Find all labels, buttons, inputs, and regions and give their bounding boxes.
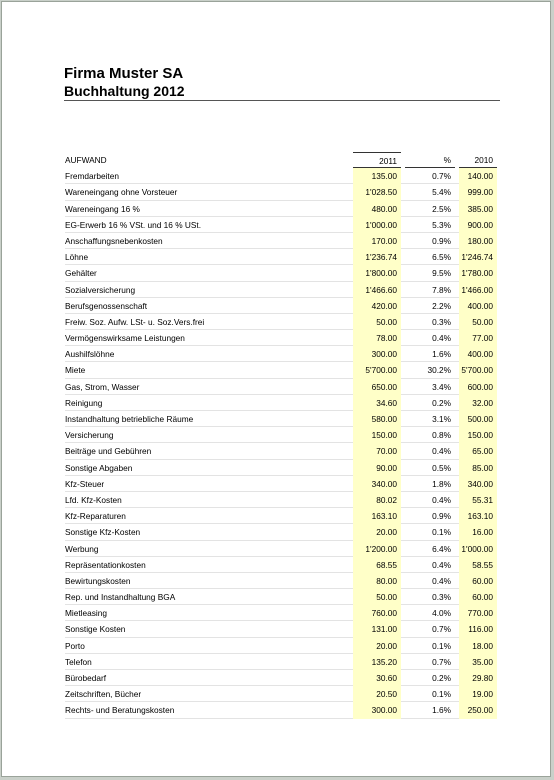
table-row [65,524,497,540]
table-row [65,638,497,654]
report-subtitle: Buchhaltung 2012 [64,83,185,99]
value-2010: 58.55 [459,557,497,573]
table-row [65,298,497,314]
table-row [65,395,497,411]
value-2011: 30.60 [353,670,401,686]
value-2011: 78.00 [353,330,401,346]
table-row [65,557,497,573]
value-2010: 999.00 [459,184,497,200]
column-header-percent: % [405,152,455,168]
value-2010: 180.00 [459,233,497,249]
value-2010: 1'246.74 [459,249,497,265]
table-row [65,492,497,508]
value-2010: 29.80 [459,670,497,686]
value-2010: 340.00 [459,476,497,492]
value-2011: 1'466.60 [353,282,401,298]
value-percent: 5.4% [432,187,451,198]
table-row [65,605,497,621]
value-2011: 80.00 [353,573,401,589]
table-header [65,152,497,168]
value-2010: 140.00 [459,168,497,184]
value-percent: 3.1% [432,414,451,424]
value-2010: 600.00 [459,379,497,395]
value-2010: 385.00 [459,201,497,217]
row-label: Sonstige Kosten [65,624,126,635]
value-2011: 650.00 [353,379,401,395]
value-2010: 1'780.00 [459,265,497,281]
row-label: Wareneingang 16 % [65,203,140,214]
value-2010: 163.10 [459,508,497,524]
value-percent: 0.4% [432,446,451,457]
table-row [65,654,497,670]
row-label: Zeitschriften, Bücher [65,689,142,700]
value-2011: 1'028.50 [353,184,401,200]
value-2010: 1'466.00 [459,282,497,298]
value-2011: 300.00 [353,702,401,718]
value-2010: 16.00 [459,524,497,540]
row-label: Beiträge und Gebühren [65,446,152,457]
row-label: Miete [65,365,86,376]
table-row [65,573,497,589]
row-label: Wareneingang ohne Vorsteuer [65,187,178,198]
column-header-2010: 2010 [459,152,497,168]
table-row [65,476,497,492]
value-2010: 116.00 [459,621,497,637]
value-2010: 18.00 [459,638,497,654]
company-name: Firma Muster SA [64,65,184,82]
row-label: Anschaffungsnebenkosten [65,235,163,246]
value-2011: 5'700.00 [353,362,401,378]
value-percent: 0.7% [432,624,451,635]
value-percent: 0.2% [432,673,451,683]
value-2010: 150.00 [459,427,497,443]
row-label: EG-Erwerb 16 % VSt. und 16 % USt. [65,219,202,230]
row-label: Sonstige Abgaben [65,462,133,473]
table-body [65,168,497,718]
table-row [65,282,497,298]
table-row [65,168,497,184]
row-label: Sonstige Kfz-Kosten [65,527,141,538]
value-2011: 1'000.00 [353,217,401,233]
value-2010: 77.00 [459,330,497,346]
value-2011: 50.00 [353,589,401,605]
expense-table [65,152,497,719]
table-row [65,411,497,427]
value-2010: 500.00 [459,411,497,427]
value-percent: 0.4% [432,494,451,505]
row-label: Werbung [65,543,99,554]
table-row [65,314,497,330]
value-2010: 32.00 [459,395,497,411]
table-row [65,233,497,249]
value-percent: 0.3% [432,316,451,327]
row-label: Rep. und Instandhaltung BGA [65,592,176,603]
value-percent: 6.4% [432,543,451,554]
value-2011: 34.60 [353,395,401,411]
value-2010: 1'000.00 [459,541,497,557]
table-row [65,201,497,217]
value-2011: 1'800.00 [353,265,401,281]
value-percent: 2.2% [432,300,451,311]
value-2010: 400.00 [459,346,497,362]
column-header-2011: 2011 [353,152,401,168]
row-label: Aushilfslöhne [65,349,115,360]
value-2011: 1'236.74 [353,249,401,265]
value-percent: 1.6% [432,705,451,716]
row-label: Lfd. Kfz-Kosten [65,494,122,505]
value-2011: 131.00 [353,621,401,637]
value-percent: 0.9% [432,511,451,522]
value-2011: 68.55 [353,557,401,573]
value-percent: 0.4% [432,333,451,344]
report-page [1,1,551,777]
table-row [65,217,497,233]
value-percent: 7.8% [432,284,451,295]
value-percent: 0.4% [432,559,451,570]
table-row [65,443,497,459]
row-label: Löhne [65,252,89,263]
value-2010: 60.00 [459,573,497,589]
table-row [65,427,497,443]
value-percent: 0.5% [432,462,451,473]
value-percent: 3.4% [432,381,451,392]
row-label: Gas, Strom, Wasser [65,381,140,392]
value-percent: 1.8% [432,478,451,489]
row-label: Instandhaltung betriebliche Räume [65,414,194,424]
value-2010: 19.00 [459,686,497,702]
row-label: Telefon [65,656,92,667]
row-label: Vermögenswirksame Leistungen [65,333,185,344]
value-2010: 35.00 [459,654,497,670]
value-percent: 2.5% [432,203,451,214]
row-label: Bürobedarf [65,673,107,683]
row-label: Bewirtungskosten [65,575,131,586]
value-2011: 20.00 [353,638,401,654]
value-2010: 770.00 [459,605,497,621]
table-row [65,621,497,637]
value-percent: 0.7% [432,656,451,667]
row-label: Fremdarbeiten [65,171,119,182]
value-2010: 65.00 [459,443,497,459]
value-2010: 60.00 [459,589,497,605]
value-2011: 135.20 [353,654,401,670]
table-row [65,265,497,281]
value-2010: 85.00 [459,460,497,476]
row-label: Freiw. Soz. Aufw. LSt- u. Soz.Vers.frei [65,316,205,327]
value-percent: 0.7% [432,171,451,182]
value-percent: 9.5% [432,268,451,279]
value-2011: 760.00 [353,605,401,621]
value-2011: 80.02 [353,492,401,508]
value-2011: 150.00 [353,427,401,443]
row-label: Porto [65,640,85,651]
row-label: Reinigung [65,397,103,408]
value-percent: 5.3% [432,219,451,230]
value-2011: 480.00 [353,201,401,217]
table-row [65,541,497,557]
value-percent: 6.5% [432,252,451,263]
value-2011: 135.00 [353,168,401,184]
table-row [65,330,497,346]
table-row [65,184,497,200]
title-divider [64,100,500,101]
value-2011: 1'200.00 [353,541,401,557]
value-2011: 300.00 [353,346,401,362]
value-percent: 0.1% [432,689,451,700]
table-row [65,670,497,686]
value-percent: 0.2% [432,397,451,408]
table-row [65,589,497,605]
row-label: Sozialversicherung [65,284,136,295]
value-2011: 420.00 [353,298,401,314]
section-label: AUFWAND [65,155,107,165]
value-percent: 0.9% [432,235,451,246]
value-2010: 250.00 [459,702,497,718]
value-2011: 20.50 [353,686,401,702]
value-percent: 1.6% [432,349,451,360]
table-row [65,346,497,362]
table-row [65,460,497,476]
table-row [65,249,497,265]
value-2010: 5'700.00 [459,362,497,378]
value-2010: 400.00 [459,298,497,314]
value-percent: 0.1% [432,640,451,651]
value-percent: 30.2% [427,365,451,376]
value-2011: 163.10 [353,508,401,524]
value-2010: 900.00 [459,217,497,233]
row-label: Berufsgenossenschaft [65,300,148,311]
value-2011: 70.00 [353,443,401,459]
value-percent: 0.3% [432,592,451,603]
row-label: Kfz-Steuer [65,478,105,489]
value-2010: 55.31 [459,492,497,508]
value-percent: 0.4% [432,575,451,586]
row-label: Kfz-Reparaturen [65,511,126,522]
table-row [65,379,497,395]
value-2011: 50.00 [353,314,401,330]
table-row [65,508,497,524]
value-2011: 20.00 [353,524,401,540]
value-2011: 170.00 [353,233,401,249]
value-percent: 0.8% [432,430,451,441]
value-percent: 0.1% [432,527,451,538]
table-row [65,686,497,702]
row-label: Rechts- und Beratungskosten [65,705,175,716]
value-2011: 90.00 [353,460,401,476]
row-label: Mietleasing [65,608,107,619]
row-label: Gehälter [65,268,97,279]
row-label: Repräsentationkosten [65,559,146,570]
value-2011: 580.00 [353,411,401,427]
value-2010: 50.00 [459,314,497,330]
value-2011: 340.00 [353,476,401,492]
table-row [65,362,497,378]
value-percent: 4.0% [432,608,451,619]
table-row [65,702,497,718]
row-label: Versicherung [65,430,114,441]
